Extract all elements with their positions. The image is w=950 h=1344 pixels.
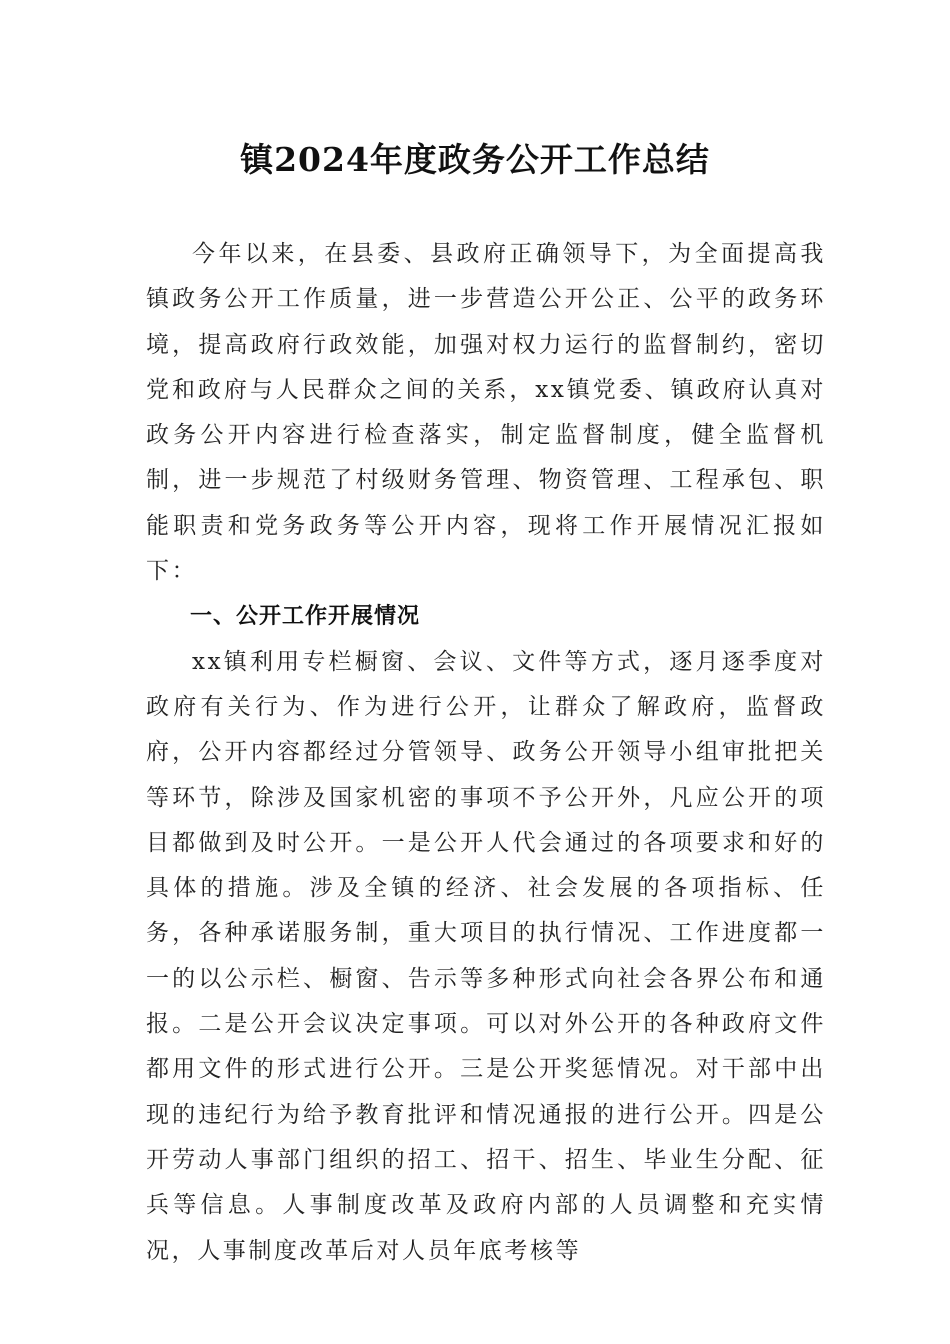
section-paragraph: xx镇利用专栏橱窗、会议、文件等方式，逐月逐季度对政府有关行为、作为进行公开，让群众了解政府，监督政府，公开内容都经过分管领导、政务公开领导小组审批把关等环节，除涉及国家机密的事项不予公开外，凡应公开的项目都做到及时公开。一是公开人代会通过的各项要求和好的具体的措施。涉及全镇的经济、社会发展的各项指标、任务，各种承诺服务制，重大项目的执行情况、工作进度都一一的以公示栏、橱窗、告示等多种形式向社会各界公布和通报。二是公开会议决定事项。可以对外公开的各种政府文件都用文件的形式进行公开。三是公开奖惩情况。对干部中出现的违纪行为给予教育批评和情况通报的进行公开。四是公开劳动人事部门组织的招工、招干、招生、毕业生分配、征兵等信息。人事制度改革及政府内部的人员调整和充实情况，人事制度改革后对人员年底考核等 xyxy=(146,648,826,1264)
document-title: 镇2024年度政务公开工作总结 xyxy=(240,140,710,179)
section-heading: 一、公开工作开展情况 xyxy=(190,604,421,630)
document-body xyxy=(146,232,826,1274)
intro-paragraph: 今年以来，在县委、县政府正确领导下，为全面提高我镇政务公开工作质量，进一步营造公开公正、公平的政务环境，提高政府行政效能，加强对权力运行的监督制约，密切党和政府与人民群众之间的关系，xx镇党委、镇政府认真对政务公开内容进行检查落实，制定监督制度，健全监督机制，进一步规范了村级财务管理、物资管理、工程承包、职能职责和党务政务等公开内容，现将工作开展情况汇报如下： xyxy=(146,241,826,585)
